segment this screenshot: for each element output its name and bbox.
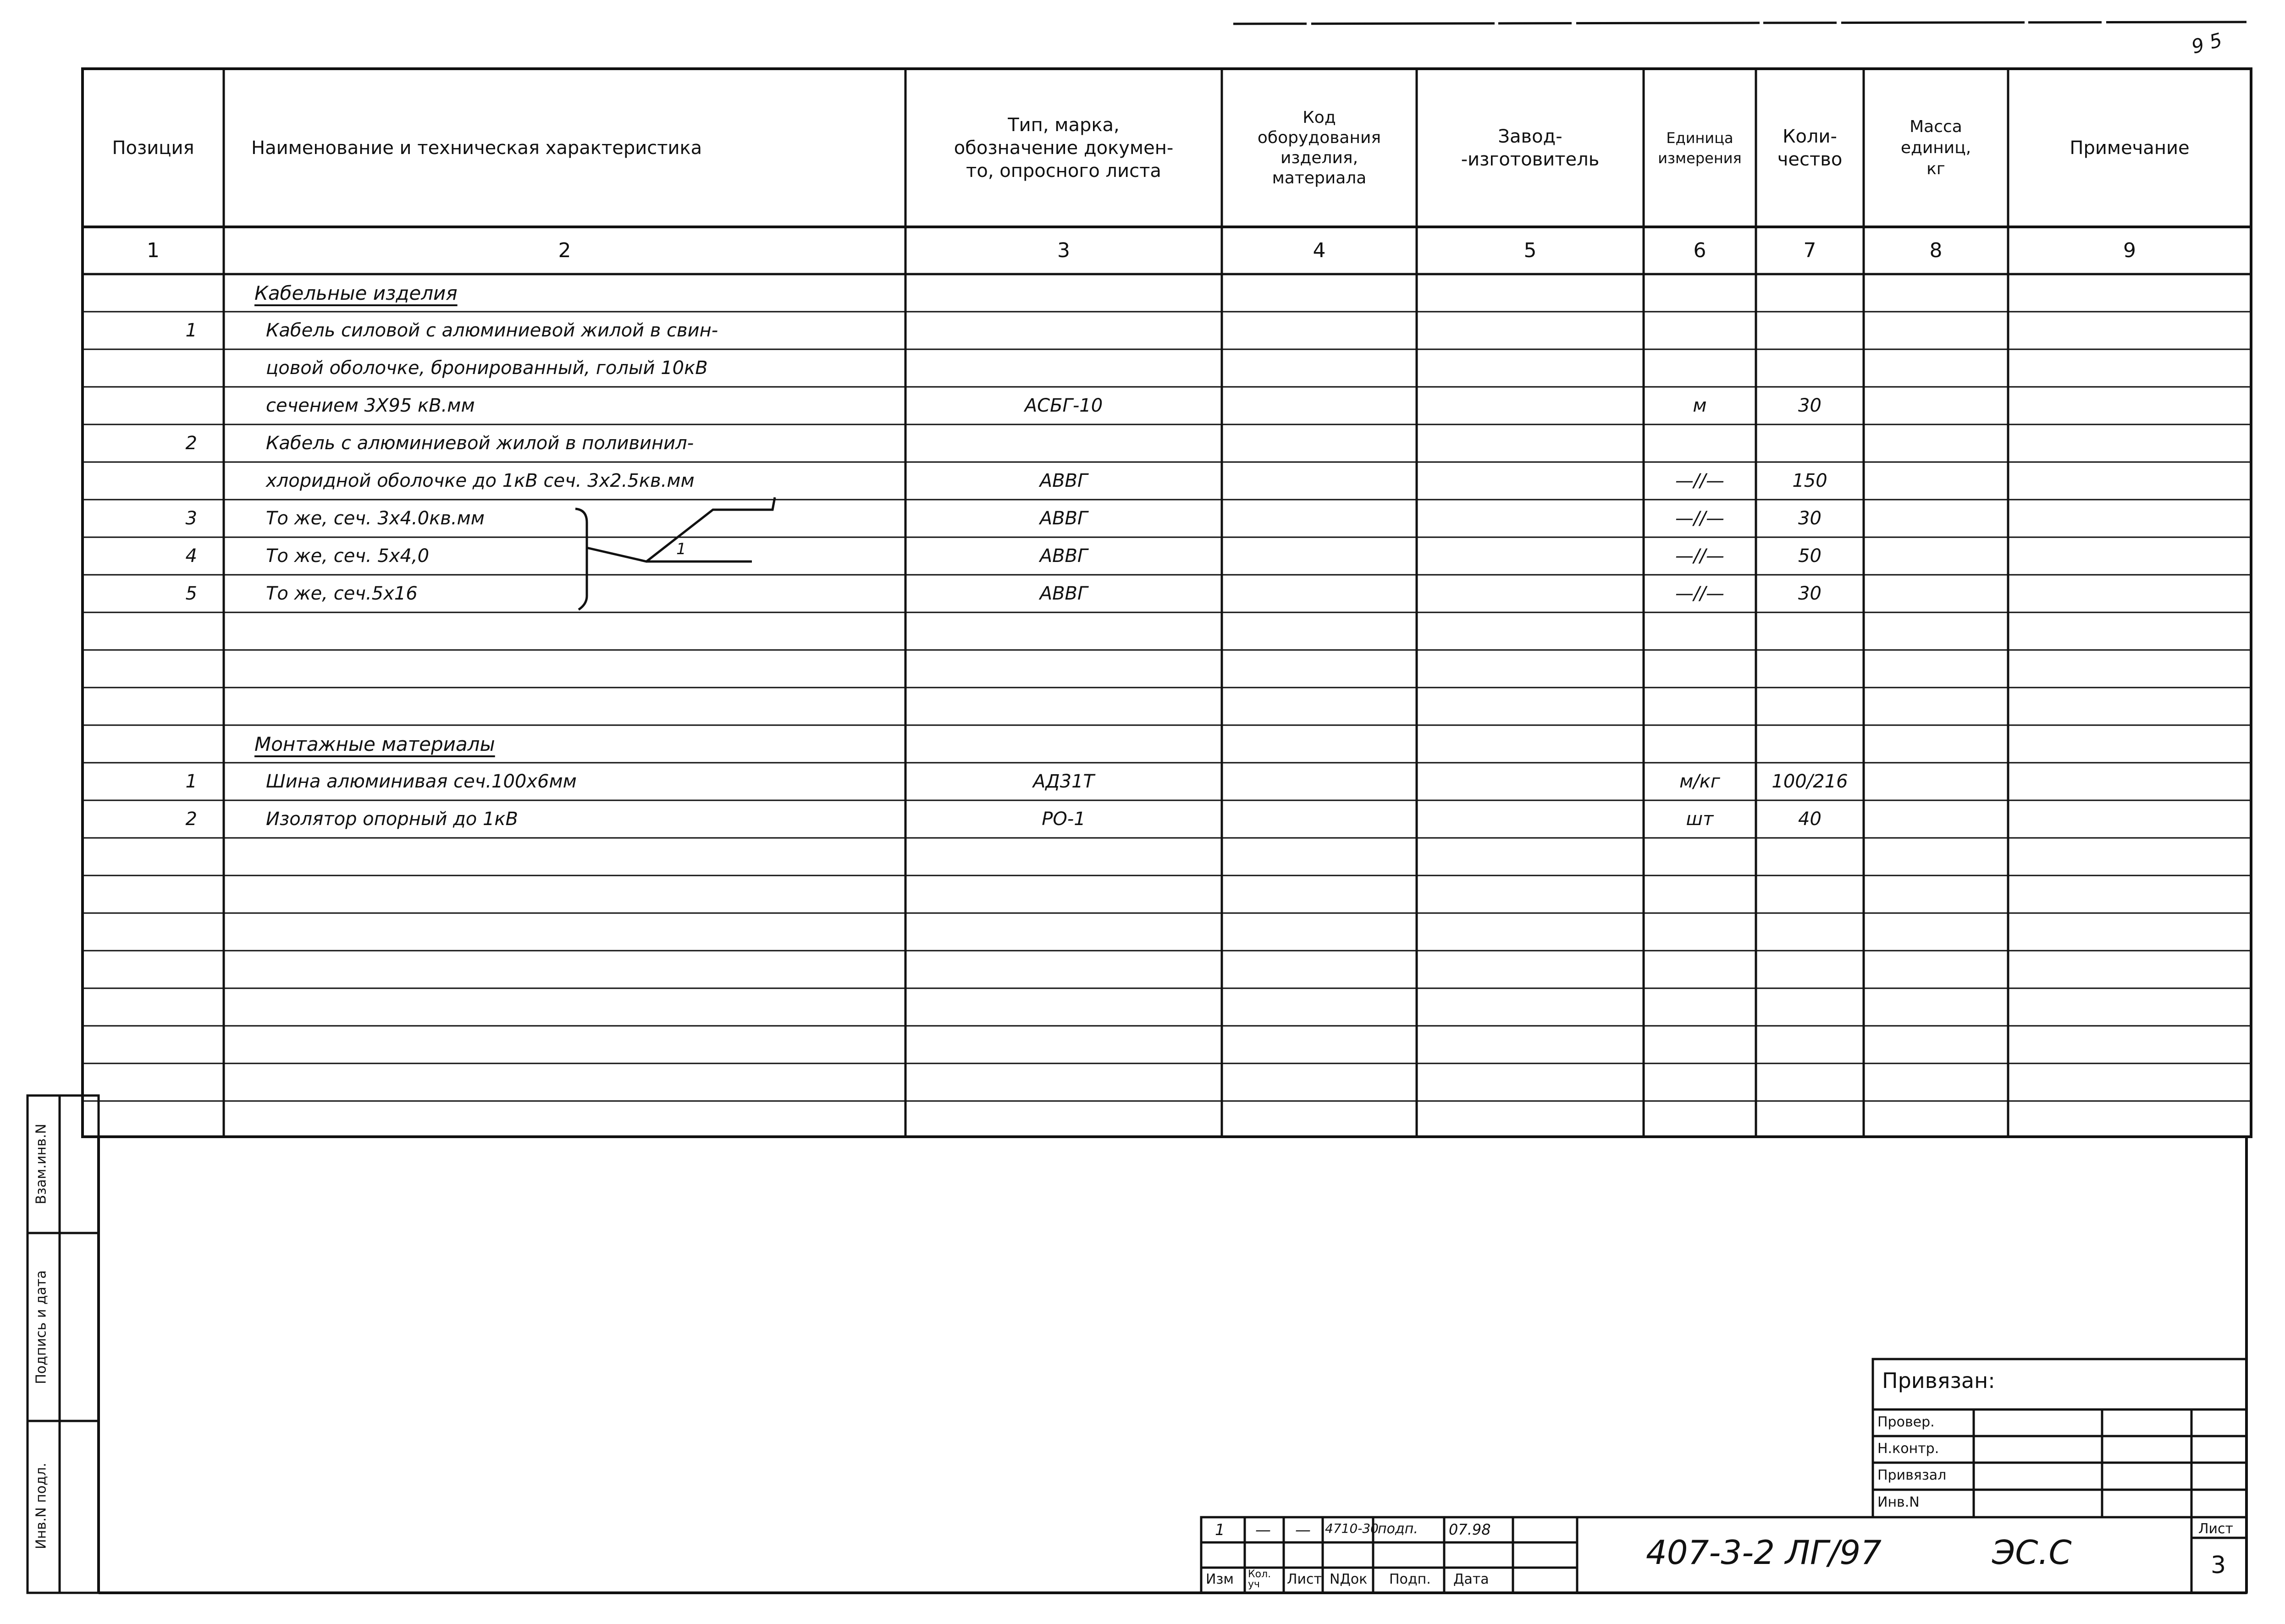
binding-row-label: Привязал bbox=[1877, 1467, 1947, 1483]
row-unit: —//— bbox=[1675, 508, 1724, 529]
row-position: 1 bbox=[185, 771, 197, 792]
row-name: хлоридной оболочке до 1кВ сеч. 3х2.5кв.мм bbox=[266, 470, 695, 491]
document-code: ЭС.С bbox=[1992, 1533, 2072, 1572]
annotation-mark: 1 bbox=[676, 540, 686, 558]
tb-label-data: Дата bbox=[1453, 1571, 1489, 1587]
row-qty: 100/216 bbox=[1772, 771, 1848, 792]
header-mass: Масса единиц, кг bbox=[1900, 117, 1971, 178]
sheet-label: Лист bbox=[2198, 1521, 2234, 1537]
section-title-mounting: Монтажные материалы bbox=[254, 732, 495, 755]
column-number: 6 bbox=[1693, 239, 1706, 262]
header-quantity: Коли- чество bbox=[1777, 126, 1843, 170]
binding-title: Привязан: bbox=[1882, 1368, 1995, 1393]
row-type: АВВГ bbox=[1039, 545, 1088, 567]
row-unit: м bbox=[1693, 395, 1707, 416]
row-unit: —//— bbox=[1675, 470, 1724, 491]
row-position: 1 bbox=[185, 320, 197, 341]
tb-value-ndok: 4710-30 bbox=[1325, 1521, 1379, 1536]
column-number: 9 bbox=[2123, 239, 2136, 262]
tb-value-list: — bbox=[1295, 1521, 1311, 1539]
row-qty: 50 bbox=[1798, 545, 1821, 567]
row-type: АСБГ-10 bbox=[1024, 395, 1103, 416]
row-name: сечением 3Х95 кВ.мм bbox=[266, 395, 475, 416]
row-qty: 30 bbox=[1798, 508, 1821, 529]
document-designation: 407-3-2 ЛГ/97 bbox=[1646, 1533, 1882, 1572]
column-number: 1 bbox=[147, 239, 160, 262]
tb-value-data: 07.98 bbox=[1449, 1521, 1491, 1538]
row-type: РО-1 bbox=[1042, 809, 1086, 830]
header-code: Код оборудования изделия, материала bbox=[1257, 108, 1381, 187]
row-name: Кабель силовой с алюминиевой жилой в свин- bbox=[266, 320, 718, 341]
row-unit: —//— bbox=[1675, 583, 1724, 604]
row-name: Изолятор опорный до 1кВ bbox=[266, 809, 518, 830]
column-number: 4 bbox=[1313, 239, 1326, 262]
row-name: Шина алюминивая сеч.100х6мм bbox=[266, 771, 577, 792]
row-type: АВВГ bbox=[1039, 508, 1088, 529]
header-type: Тип, марка, обозначение докумен- то, опросного листа bbox=[954, 114, 1174, 182]
tb-value-izm: 1 bbox=[1215, 1521, 1225, 1539]
row-position: 5 bbox=[185, 583, 197, 604]
stamp-inv-podl: Инв.N подл. bbox=[33, 1463, 50, 1549]
row-qty: 150 bbox=[1792, 470, 1827, 491]
row-name: То же, сеч.5х16 bbox=[266, 583, 418, 604]
row-qty: 30 bbox=[1798, 583, 1821, 604]
row-name: цовой оболочке, бронированный, голый 10кВ bbox=[266, 358, 708, 379]
row-unit: —//— bbox=[1675, 545, 1724, 567]
header-unit: Единица измерения bbox=[1658, 129, 1742, 167]
row-position: 2 bbox=[185, 433, 197, 454]
row-type: АД31Т bbox=[1033, 771, 1094, 792]
row-position: 4 bbox=[185, 545, 197, 567]
tb-label-podp: Подп. bbox=[1389, 1571, 1431, 1587]
tb-label-list: Лист bbox=[1287, 1571, 1322, 1587]
header-name: Наименование и техническая характеристика bbox=[251, 137, 702, 159]
tb-label-izm: Изм bbox=[1206, 1571, 1234, 1587]
binding-row-label: Провер. bbox=[1877, 1414, 1935, 1430]
column-number: 2 bbox=[558, 239, 571, 262]
tb-value-kol: — bbox=[1255, 1521, 1271, 1539]
stamp-podpis-data: Подпись и дата bbox=[33, 1270, 50, 1384]
stamp-vzam-inv: Взам.инв.N bbox=[33, 1123, 50, 1205]
row-position: 3 bbox=[185, 508, 197, 529]
binding-row-label: Инв.N bbox=[1877, 1494, 1920, 1510]
row-name: То же, сеч. 3х4.0кв.мм bbox=[266, 508, 485, 529]
row-type: АВВГ bbox=[1039, 470, 1088, 491]
tb-value-podp: подп. bbox=[1378, 1521, 1418, 1537]
header-manufacturer: Завод- -изготовитель bbox=[1461, 126, 1600, 170]
tb-label-kol: Кол. уч bbox=[1248, 1569, 1271, 1590]
column-number: 8 bbox=[1929, 239, 1943, 262]
header-position: Позиция bbox=[112, 137, 194, 159]
binding-row-label: Н.контр. bbox=[1877, 1441, 1939, 1457]
row-unit: м/кг bbox=[1679, 771, 1720, 792]
tb-label-ndok: NДок bbox=[1330, 1571, 1368, 1587]
row-qty: 30 bbox=[1798, 395, 1821, 416]
column-number: 3 bbox=[1057, 239, 1070, 262]
header-note: Примечание bbox=[2070, 137, 2190, 159]
row-type: АВВГ bbox=[1039, 583, 1088, 604]
column-number: 7 bbox=[1803, 239, 1816, 262]
row-position: 2 bbox=[185, 809, 197, 830]
row-unit: шт bbox=[1686, 809, 1714, 830]
row-qty: 40 bbox=[1798, 809, 1821, 830]
row-name: То же, сеч. 5х4,0 bbox=[266, 545, 430, 567]
sheet-number: 3 bbox=[2211, 1552, 2226, 1579]
column-number: 5 bbox=[1523, 239, 1537, 262]
corner-mark: 9 5 bbox=[2189, 28, 2224, 58]
section-title-cables: Кабельные изделия bbox=[254, 281, 458, 304]
row-name: Кабель с алюминиевой жилой в поливинил- bbox=[266, 433, 694, 454]
